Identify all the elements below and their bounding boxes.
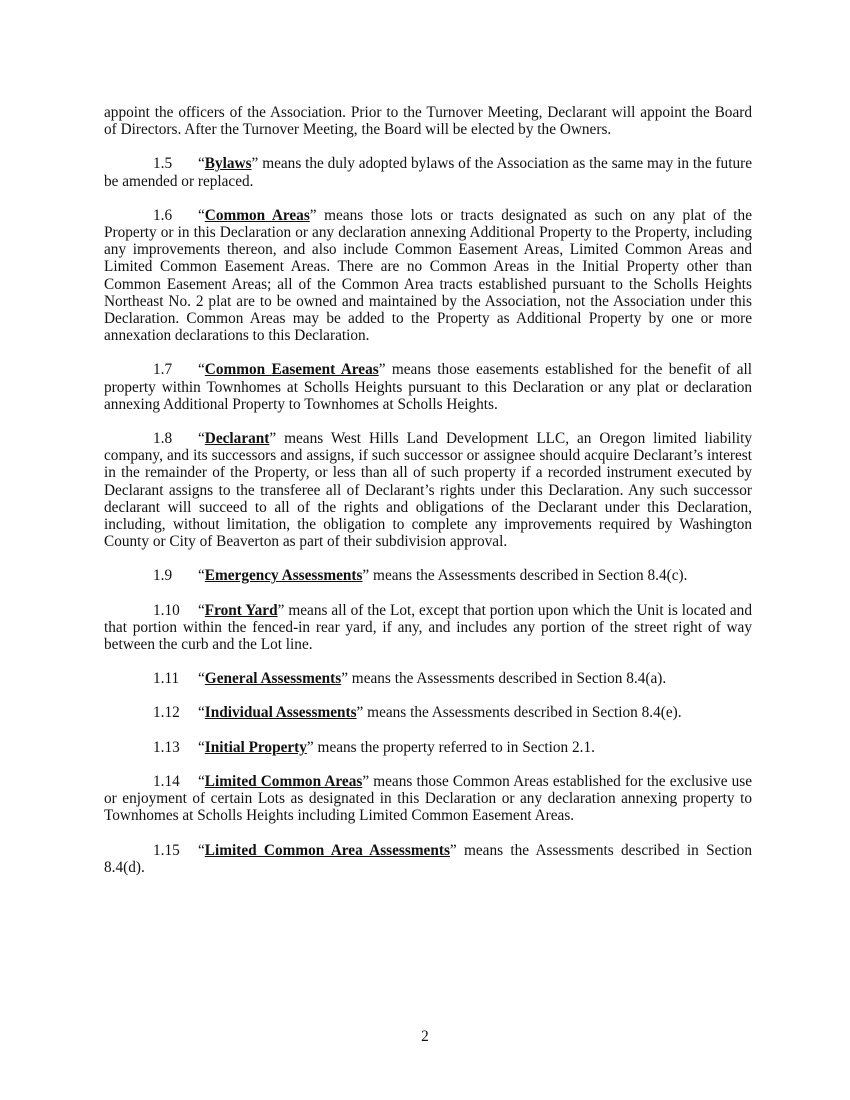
section-number: 1.15 xyxy=(153,841,180,859)
definition-text: means the Assessments described in Section 8.4(a). xyxy=(347,670,667,688)
definition-text: means the Assessments described in Section 8.4(d). xyxy=(104,841,752,876)
defined-term: Limited Common Areas xyxy=(204,772,363,790)
defined-term: Emergency Assessments xyxy=(204,567,363,585)
open-quote: “ xyxy=(198,841,205,859)
definition-text: means the property referred to in Section 2.1. xyxy=(313,738,595,756)
close-quote: ” xyxy=(306,738,314,756)
definition-1-10 xyxy=(104,602,752,654)
close-quote: ” xyxy=(341,670,348,688)
close-quote: ” xyxy=(356,704,364,722)
intro-text: appoint the officers of the Association. Prior to the Turnover Meeting, Declarant will appoint the Board of Directors. After the Turnover Meeting, the Board will be elected by the Owners. xyxy=(104,104,752,139)
section-number: 1.6 xyxy=(153,206,173,224)
defined-term: Bylaws xyxy=(204,155,252,173)
open-quote: “ xyxy=(198,567,205,585)
section-number: 1.5 xyxy=(153,155,173,173)
open-quote: “ xyxy=(198,670,205,688)
definition-1-13 xyxy=(104,739,752,756)
defined-term: Declarant xyxy=(204,430,270,448)
definition-text: means the Assessments described in Section 8.4(e). xyxy=(363,704,682,722)
close-quote: ” xyxy=(277,601,285,619)
definition-1-15 xyxy=(104,842,752,876)
section-number: 1.9 xyxy=(153,567,173,585)
defined-term: Common Areas xyxy=(204,206,310,224)
definition-1-11 xyxy=(104,670,752,687)
intro-paragraph xyxy=(104,104,752,138)
definition-1-8 xyxy=(104,430,752,550)
close-quote: ” xyxy=(362,772,370,790)
open-quote: “ xyxy=(198,155,205,173)
open-quote: “ xyxy=(198,738,205,756)
defined-term: Front Yard xyxy=(204,601,278,619)
close-quote: ” xyxy=(362,567,370,585)
open-quote: “ xyxy=(198,704,205,722)
definition-text: means the Assessments described in Section 8.4(c). xyxy=(369,567,688,585)
definition-1-14 xyxy=(104,773,752,825)
open-quote: “ xyxy=(198,772,205,790)
section-number: 1.14 xyxy=(153,772,180,790)
open-quote: “ xyxy=(198,361,205,379)
defined-term: Common Easement Areas xyxy=(204,361,379,379)
close-quote: ” xyxy=(449,841,457,859)
definition-text: means those easements established for the benefit of all property within Townhomes at Scholls Heights pursuant to this Declaration or any plat or declaration annexing Additional Property to Townhomes at Scholls Heights. xyxy=(104,361,752,413)
definition-1-9 xyxy=(104,567,752,584)
definition-1-5 xyxy=(104,155,752,189)
defined-term: Limited Common Area Assessments xyxy=(204,841,450,859)
definition-1-12 xyxy=(104,704,752,721)
definition-text: means those Common Areas established for the exclusive use or enjoyment of certain Lots as designated in this Declaration or any declaration annexing property to Townhomes at Scholls Heights including Limited Common Easement Areas. xyxy=(104,772,752,825)
close-quote: ” xyxy=(309,206,317,224)
close-quote: ” xyxy=(251,155,259,173)
definition-1-6 xyxy=(104,207,752,345)
defined-term: Individual Assessments xyxy=(204,704,357,722)
definition-text: means those lots or tracts designated as such on any plat of the Property or in this Declaration or any declaration annexing Additional Property to the Property, including any improvements thereon, and also include Common Easement Areas, Limited Common Areas and Limited Common Easement Areas. There are no Common Areas in the Initial Property other than Common Easement Areas; all of the Common Area tracts established pursuant to the Scholls Heights Northeast No. 2 plat are to be owned and maintained by the Association, not the Association under this Declaration. Common Areas may be added to the Property as Additional Property by one or more annexation declarations to this Declaration. xyxy=(104,206,752,345)
open-quote: “ xyxy=(198,430,205,448)
section-number: 1.8 xyxy=(153,430,173,448)
definition-text: means all of the Lot, except that portion upon which the Unit is located and that portion within the fenced-in rear yard, if any, and includes any portion of the street right of way between the curb and the Lot line. xyxy=(104,601,752,654)
section-number: 1.13 xyxy=(153,738,180,756)
close-quote: ” xyxy=(269,430,277,448)
section-number: 1.10 xyxy=(153,601,180,619)
definition-text: means the duly adopted bylaws of the Association as the same may in the future be amended or replaced. xyxy=(104,155,752,190)
document-body xyxy=(104,104,752,893)
section-number: 1.7 xyxy=(153,361,173,379)
open-quote: “ xyxy=(198,601,205,619)
open-quote: “ xyxy=(198,206,205,224)
page-number: 2 xyxy=(421,1028,429,1045)
defined-term: Initial Property xyxy=(204,738,307,756)
section-number: 1.11 xyxy=(153,670,180,688)
defined-term: General Assessments xyxy=(204,670,342,688)
definition-text: means West Hills Land Development LLC, an Oregon limited liability company, and its successors and assigns, if such successor or assignee should acquire Declarant’s interest in the remainder of the Property, or less than all of such property if a recorded instrument executed by Declarant assigns to the transferee all of Declarant’s rights under this Declaration. Any such successor declarant will succeed to all of the rights and obligations of the Declarant under this Declaration, including, without limitation, the obligation to complete any improvements required by Washington County or City of Beaverton as part of their subdivision approval. xyxy=(104,430,752,551)
definition-1-7 xyxy=(104,361,752,413)
close-quote: ” xyxy=(378,361,386,379)
section-number: 1.12 xyxy=(153,704,180,722)
